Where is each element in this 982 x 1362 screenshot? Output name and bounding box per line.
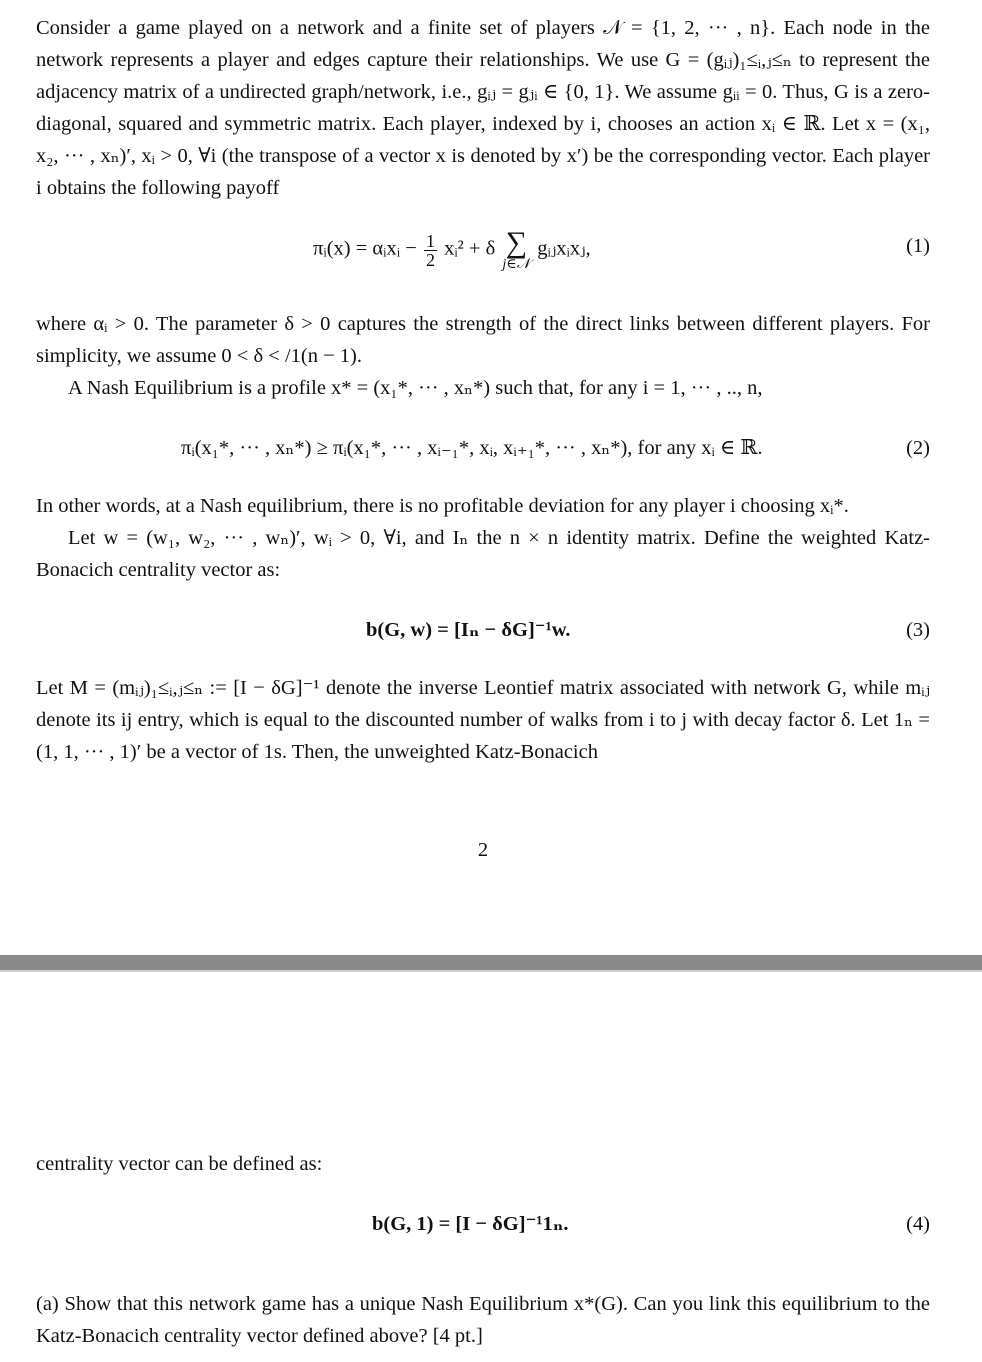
intro-paragraph: Consider a game played on a network and a finite set of players 𝒩 = {1, 2, ··· , n}. Each node in the network represents a player and edges capture their relationships. We use G = (gᵢⱼ)₁≤ᵢ,ⱼ≤ₙ to represent the adjacency matrix of a undirected graph/network, i.e., gᵢⱼ = gⱼᵢ ∈ {0, 1}. We assume gᵢᵢ = 0. Thus, G is a zero-diagonal, squared and symmetric matrix. Each player, indexed by i, chooses an action xᵢ ∈ ℝ. Let x = (x₁, x₂, ··· , xₙ)′, xᵢ > 0, ∀i (the transpose of a vector x is denoted by x′) be the corresponding vector. Each player i obtains the following payoff [36,17,930,199]
eq1-sum [502,228,530,272]
centrality-paragraph: centrality vector can be defined as: [36,1153,323,1175]
page-divider-shadow [0,970,982,972]
weighted-katz-paragraph: Let w = (w₁, w₂, ··· , wₙ)′, wᵢ > 0, ∀i, and Iₙ the n × n identity matrix. Define the weighted Katz-Bonacich centrality vector as: [36,527,930,581]
eq1-rhs: gᵢⱼxᵢxⱼ, [537,237,591,260]
equation-1 [36,226,930,272]
equation-3 [36,612,930,652]
leontief-paragraph: Let M = (mᵢⱼ)₁≤ᵢ,ⱼ≤ₙ := [I − δG]⁻¹ denote the inverse Leontief matrix associated with network G, while mᵢⱼ denote its ij entry, which is equal to the discounted number of walks from i to j with decay factor δ. Let 1ₙ = (1, 1, ··· , 1)′ be a vector of 1s. Then, the unweighted Katz-Bonacich [36,677,930,763]
delta-paragraph: where αᵢ > 0. The parameter δ > 0 captures the strength of the direct links between different players. For simplicity, we assume 0 < δ < /1(n − 1). [36,313,930,367]
equation-number-2: (2) [906,437,930,459]
sum-symbol: ∑ [505,226,527,259]
eq1-fraction [424,232,437,269]
equation-number-1: (1) [906,235,930,257]
equation-2 [36,430,930,470]
equation-number-3: (3) [906,619,930,641]
eq1-frac-num: 1 [425,230,435,251]
eq1-frac-den: 2 [425,249,435,270]
sum-subscript: j∈𝒩 [502,257,531,272]
eq2-body: πᵢ(x₁*, ··· , xₙ*) ≥ πᵢ(x₁*, ··· , xᵢ₋₁*, xᵢ, xᵢ₊₁*, ··· , xₙ*), for any xᵢ ∈ ℝ. [181,437,763,459]
question-a: (a) Show that this network game has a unique Nash Equilibrium x*(G). Can you link this equilibrium to the Katz-Bonacich centrality vector defined above? [4 pt.] [36,1293,930,1347]
equation-number-4: (4) [906,1213,930,1235]
eq1-lhs: πᵢ(x) = αᵢxᵢ − [313,237,417,260]
eq3-body: b(G, w) = [Iₙ − δG]⁻¹w. [366,619,571,641]
eq4-body: b(G, 1) = [I − δG]⁻¹1ₙ. [372,1213,569,1235]
page-number: 2 [477,839,489,861]
nash-explanation-paragraph: In other words, at a Nash equilibrium, there is no profitable deviation for any player i choosing xᵢ*. [36,495,849,517]
nash-definition-paragraph: A Nash Equilibrium is a profile x* = (x₁*, ··· , xₙ*) such that, for any i = 1, ··· , .., n, [68,377,763,399]
eq1-mid: xᵢ² + δ [444,237,496,260]
page-divider [0,955,982,970]
equation-4 [36,1206,930,1246]
